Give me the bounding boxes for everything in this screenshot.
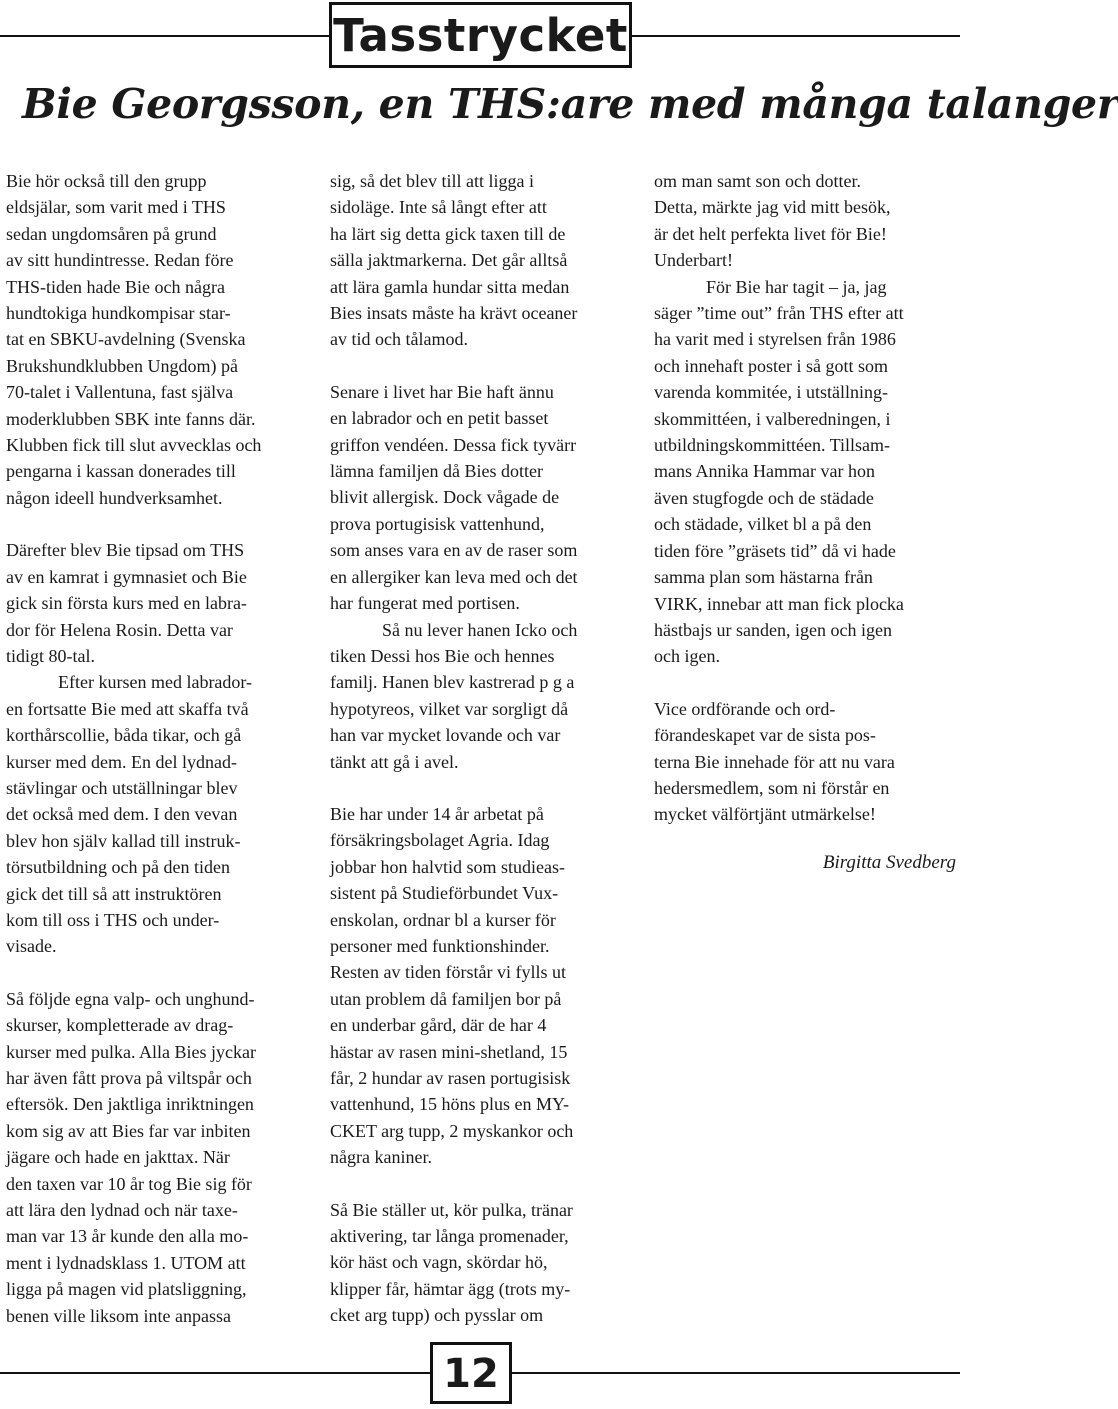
text-line: Klubben fick till slut avvecklas och [6, 435, 262, 456]
text-line: hästar av rasen mini-shetland, 15 [330, 1041, 568, 1062]
text-line: För Bie har tagit – ja, jag [706, 276, 887, 297]
text-line: sidoläge. Inte så långt efter att [330, 197, 547, 218]
text-line: terna Bie innehade för att nu vara [654, 751, 895, 772]
text-line: sig, så det blev till att ligga i [330, 171, 534, 191]
text-line: prova portugisisk vattenhund, [330, 513, 545, 534]
text-line: aktivering, tar långa promenader, [330, 1226, 569, 1247]
text-line: sälla jaktmarkerna. Det går alltså [330, 250, 568, 271]
text-line: stävlingar och utställningar blev [6, 777, 238, 798]
page-number-box [430, 1342, 512, 1404]
text-line: det också med dem. I den vevan [6, 804, 238, 825]
text-line: kör häst och vagn, skördar hö, [330, 1252, 548, 1273]
text-line: tat en SBKU-avdelning (Svenska [6, 329, 246, 350]
text-line: kurser med dem. En del lydnad- [6, 751, 237, 772]
text-line: mans Annika Hammar var hon [654, 461, 875, 482]
text-line: tiken Dessi hos Bie och hennes [330, 645, 555, 666]
text-line: utan problem då familjen bor på [330, 988, 562, 1009]
text-line: att lära den lydnad och när taxe- [6, 1200, 238, 1221]
text-line: gick sin första kurs med en labra- [6, 593, 247, 614]
text-line: Resten av tiden förstår vi fylls ut [330, 962, 566, 983]
text-line: Så Bie ställer ut, kör pulka, tränar [330, 1199, 573, 1220]
text-line: tiden före ”gräsets tid” då vi hade [654, 540, 896, 561]
text-line: man var 13 år kunde den alla mo- [6, 1226, 249, 1247]
paragraph-gap [654, 670, 958, 696]
text-line: en underbar gård, där de har 4 [330, 1015, 547, 1036]
text-line: säger ”time out” från THS efter att [654, 303, 904, 324]
paragraph-gap [330, 1171, 642, 1197]
text-line: familj. Hanen blev kastrerad p g a [330, 672, 575, 693]
article-headline: Bie Georgsson, en THS:are med många talanger [22, 80, 1118, 128]
text-line: någon ideell hundverksamhet. [6, 487, 223, 508]
text-line: Bie hör också till den grupp [6, 171, 207, 191]
text-line: törsutbildning och på den tiden [6, 857, 230, 878]
text-line: den taxen var 10 år tog Bie sig för [6, 1173, 252, 1194]
text-line: några kaniner. [330, 1147, 432, 1168]
text-line: griffon vendéen. Dessa fick tyvärr [330, 434, 577, 455]
text-line: cket arg tupp) och pysslar om [330, 1305, 544, 1326]
text-line: kom sig av att Bies far var inbiten [6, 1120, 251, 1141]
author-signature: Birgitta Svedberg [822, 852, 956, 873]
masthead-rule-right [632, 35, 960, 37]
text-line: Underbart! [654, 250, 733, 271]
text-line: av tid och tålamod. [330, 329, 468, 350]
paragraph-gap [6, 960, 316, 986]
text-line: eldsjälar, som varit med i THS [6, 197, 226, 218]
text-line: en fortsatte Bie med att skaffa två [6, 698, 249, 719]
text-line: Vice ordförande och ord- [654, 698, 836, 719]
text-line: Bies insats måste ha krävt oceaner [330, 303, 578, 324]
paragraph-gap [330, 775, 642, 801]
text-line: kurser med pulka. Alla Bies jyckar [6, 1041, 256, 1062]
text-line: CKET arg tupp, 2 myskankor och [330, 1120, 574, 1141]
masthead-title: Tasstrycket [333, 9, 628, 62]
paragraph-gap [330, 353, 642, 379]
text-line: mycket välförtjänt utmärkelse! [654, 804, 876, 825]
text-line: skommittéen, i valberedningen, i [654, 408, 891, 429]
text-line: kom till oss i THS och under- [6, 909, 220, 930]
text-line: har fungerat med portisen. [330, 593, 520, 614]
text-line: och städade, vilket bl a på den [654, 514, 872, 535]
text-line: Detta, märkte jag vid mitt besök, [654, 197, 891, 218]
text-line: försäkringsbolaget Agria. Idag [330, 830, 550, 851]
text-line: blivit allergisk. Dock vågade de [330, 487, 560, 508]
text-line: hypotyreos, vilket var sorgligt då [330, 698, 569, 719]
text-line: ha varit med i styrelsen från 1986 [654, 329, 896, 350]
paragraph-gap [6, 511, 316, 537]
text-line: moderklubben SBK inte fanns där. [6, 408, 256, 429]
text-line: hästbajs ur sanden, igen och igen [654, 619, 892, 640]
text-line: VIRK, innebar att man fick plocka [654, 593, 904, 614]
footer-rule-left [0, 1372, 430, 1374]
text-line: samma plan som hästarna från [654, 567, 873, 588]
text-line: pengarna i kassan donerades till [6, 461, 236, 482]
text-line: tidigt 80-tal. [6, 645, 95, 666]
text-line: han var mycket lovande och var [330, 725, 561, 746]
text-line: Brukshundklubben Ungdom) på [6, 355, 238, 376]
text-line: eftersök. Den jaktliga inriktningen [6, 1094, 254, 1115]
masthead [329, 2, 632, 68]
text-line: av sitt hundintresse. Redan före [6, 250, 234, 271]
text-line: ha lärt sig detta gick taxen till de [330, 223, 566, 244]
text-line: vattenhund, 15 höns plus en MY- [330, 1094, 569, 1115]
text-line: utbildningskommittéen. Tillsam- [654, 435, 891, 456]
text-line: hedersmedlem, som ni förstår en [654, 777, 890, 798]
text-line: som anses vara en av de raser som [330, 540, 578, 561]
text-line: tänkt att gå i avel. [330, 751, 459, 772]
text-line: korthårscollie, båda tikar, och gå [6, 725, 242, 746]
text-line: dor för Helena Rosin. Detta var [6, 619, 233, 640]
text-line: jägare och hade en jakttax. När [6, 1147, 230, 1168]
text-line: klipper får, hämtar ägg (trots my- [330, 1278, 571, 1299]
text-line: Bie har under 14 år arbetat på [330, 803, 544, 824]
text-line: lämna familjen då Bies dotter [330, 461, 543, 482]
text-line: gick det till så att instruktören [6, 883, 222, 904]
text-line: av en kamrat i gymnasiet och Bie [6, 566, 247, 587]
text-line: blev hon själv kallad till instruk- [6, 830, 241, 851]
text-line: att lära gamla hundar sitta medan [330, 276, 570, 297]
text-line: ment i lydnadsklass 1. UTOM att [6, 1252, 246, 1273]
text-line: varenda kommitée, i utställning- [654, 382, 888, 403]
text-line: jobbar hon halvtid som studieas- [330, 856, 565, 877]
text-line: visade. [6, 936, 57, 957]
text-line: om man samt son och dotter. [654, 171, 861, 191]
text-line: är det helt perfekta livet för Bie! [654, 223, 887, 244]
page-number: 12 [443, 1351, 499, 1397]
article-column-3 [654, 168, 958, 828]
article-column-1 [6, 168, 316, 1329]
text-line: har även fått prova på viltspår och [6, 1068, 252, 1088]
text-line: förandeskapet var de sista pos- [654, 725, 876, 746]
text-line: sistent på Studieförbundet Vux- [330, 883, 559, 904]
text-line: Så nu lever hanen Icko och [382, 619, 578, 640]
text-line: en labrador och en petit basset [330, 408, 549, 429]
text-line: personer med funktionshinder. [330, 935, 550, 956]
text-line: sedan ungdomsåren på grund [6, 223, 217, 244]
text-line: även stugfogde och de städade [654, 487, 874, 508]
masthead-rule-left [0, 35, 329, 37]
text-line: THS-tiden hade Bie och några [6, 276, 225, 297]
text-line: Efter kursen med labrador- [58, 672, 253, 693]
text-line: Senare i livet har Bie haft ännu [330, 381, 554, 402]
text-line: Därefter blev Bie tipsad om THS [6, 540, 245, 561]
text-line: enskolan, ordnar bl a kurser för [330, 909, 556, 930]
text-line: får, 2 hundar av rasen portugisisk [330, 1068, 571, 1088]
text-line: och innehaft poster i så gott som [654, 355, 888, 376]
text-line: Så följde egna valp- och unghund- [6, 988, 255, 1009]
article-column-2 [330, 168, 642, 1329]
text-line: och igen. [654, 646, 720, 667]
text-line: skurser, kompletterade av drag- [6, 1015, 234, 1036]
text-line: ligga på magen vid platsliggning, [6, 1279, 247, 1300]
text-line: benen ville liksom inte anpassa [6, 1305, 231, 1326]
text-line: 70-talet i Vallentuna, fast själva [6, 382, 234, 403]
text-line: en allergiker kan leva med och det [330, 566, 578, 587]
footer-rule-right [512, 1372, 960, 1374]
text-line: hundtokiga hundkompisar star- [6, 303, 231, 324]
